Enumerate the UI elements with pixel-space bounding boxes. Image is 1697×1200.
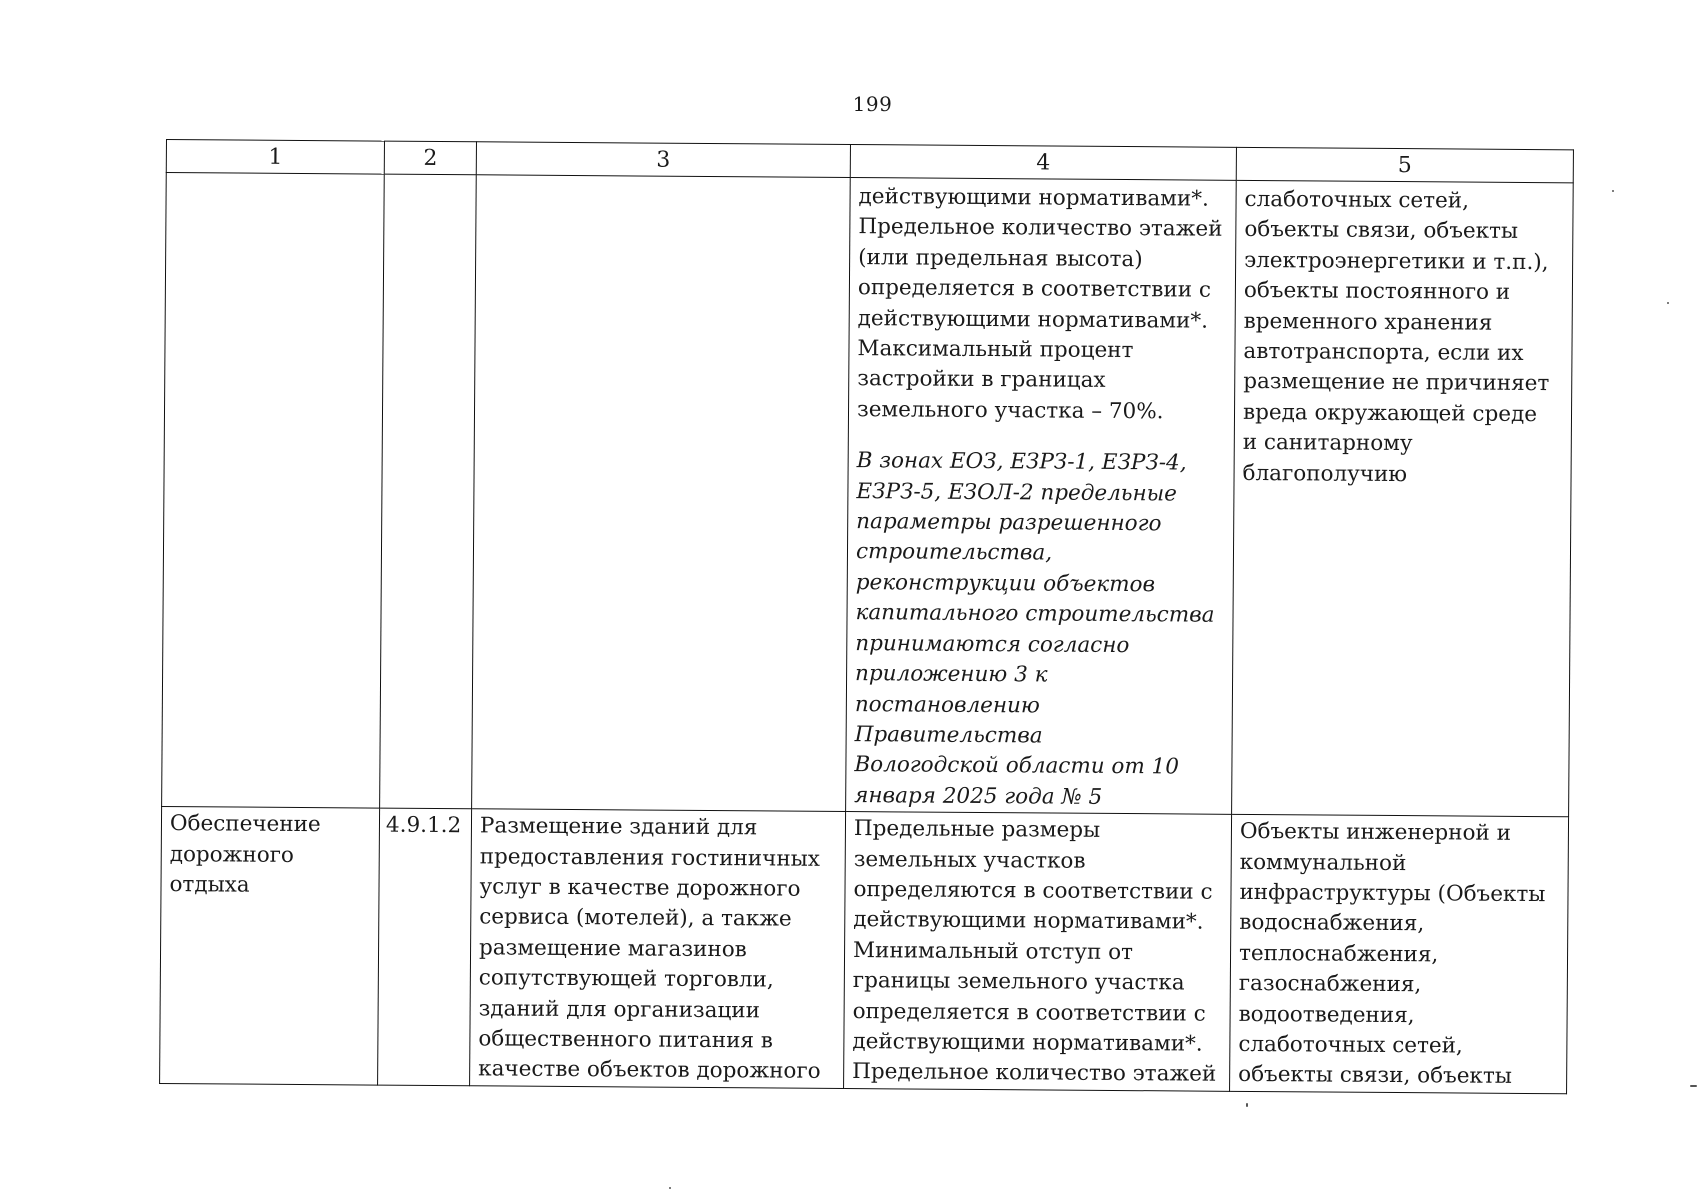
scan-speck bbox=[1667, 302, 1669, 304]
column-number-5: 5 bbox=[1236, 147, 1573, 182]
scan-speck bbox=[1690, 1085, 1697, 1087]
column-number-1: 1 bbox=[166, 140, 384, 175]
protected-zones-note: В зонах ЕОЗ, ЕЗРЗ-1, ЕЗРЗ-4, ЕЗРЗ-5, ЕЗОЛ-2 предельные параметры разрешенного строительства, реконструкции объектов капитального строительства принимаются согласно приложению 3 к постановлению Правительства Вологодской области от 10 января 2025 года № 5 bbox=[854, 448, 1215, 810]
column-number-4: 4 bbox=[850, 145, 1236, 181]
page-number: 199 bbox=[852, 92, 893, 116]
auxiliary-uses-cell: Объекты инженерной и коммунальной инфраструктуры (Объекты водоснабжения, теплоснабжения, газоснабжения, водоотведения, слаботочных сетей, объекты связи, объекты bbox=[1230, 814, 1569, 1093]
land-use-table bbox=[159, 139, 1574, 1094]
land-use-name-cell bbox=[162, 173, 385, 809]
auxiliary-uses-cell: слаботочных сетей, объекты связи, объекты электроэнергетики и т.п.), объекты постоянного и временного хранения автотранспорта, если их размещение не причиняет вреда окружающей среде и санитарному благополучию bbox=[1232, 180, 1574, 817]
land-use-description-cell: Размещение зданий для предоставления гостиничных услуг в качестве дорожного сервиса (мотелей), а также размещение магазинов сопутствующей торговли, зданий для организации общественного питания в качестве объектов дорожного bbox=[470, 809, 846, 1088]
scan-speck bbox=[1246, 1103, 1248, 1107]
building-parameters-cell: Предельные размеры земельных участков определяются в соответствии с действующими нормативами*. Минимальный отступ от границы земельного участка определяется в соответствии с действующими нормативами*. Предельное количество этажей bbox=[844, 812, 1232, 1091]
land-use-description-cell bbox=[472, 175, 851, 812]
scan-speck bbox=[669, 1187, 671, 1189]
table-row bbox=[160, 807, 1569, 1094]
land-use-name-cell: Обеспечение дорожного отдыха bbox=[160, 807, 380, 1085]
building-parameters-cell bbox=[846, 178, 1237, 815]
column-number-3: 3 bbox=[476, 142, 850, 178]
land-use-code-cell bbox=[380, 174, 477, 809]
column-number-2: 2 bbox=[384, 141, 476, 175]
table-row bbox=[162, 173, 1574, 817]
building-parameters-text: действующими нормативами*. Предельное количество этажей (или предельная высота) определяется в соответствии с действующими нормативами*. Максимальный процент застройки в границах земельного участка – 70%. bbox=[856, 184, 1223, 425]
scan-speck bbox=[1612, 190, 1614, 192]
land-use-code-cell: 4.9.1.2 bbox=[378, 808, 472, 1085]
